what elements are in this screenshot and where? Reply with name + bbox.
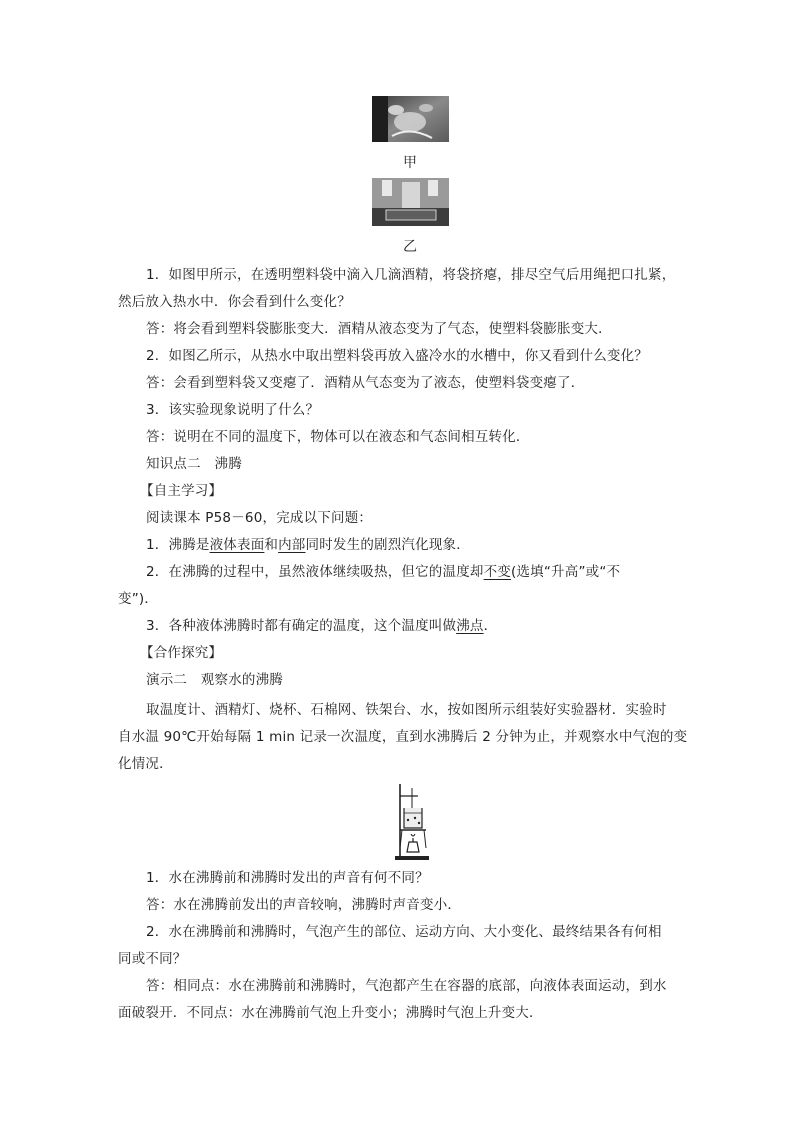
boiling-temperature-line-2: 变”)． (118, 591, 159, 607)
boiling-point-pre: 3．各种液体沸腾时都有确定的温度，这个温度叫做 (146, 618, 457, 634)
boiling-point-post: ． (483, 618, 498, 634)
boiling-temperature-pre: 2．在沸腾的过程中，虽然液体继续吸热，但它的温度却 (146, 564, 484, 580)
figure-caption-jia: 甲 (403, 155, 417, 171)
boiling-question-2-answer-line-2: 面破裂开．不同点：水在沸腾前气泡上升变小；沸腾时气泡上升变大． (118, 1005, 543, 1021)
question-2-line-1: 2．如图乙所示，从热水中取出塑料袋再放入盛冷水的水槽中，你又看到什么变化？ (146, 348, 648, 364)
boiling-question-2-line-2: 同或不同？ (118, 951, 187, 967)
photo-jia (372, 96, 449, 142)
cooperative-inquiry-heading: 【合作探究】 (140, 645, 223, 661)
boiling-point-item (146, 616, 497, 636)
demo-2-line-1: 取温度计、酒精灯、烧杯、石棉网、铁架台、水，按如图所示组装好实验器材．实验时 (146, 702, 667, 718)
question-3-answer: 答：说明在不同的温度下，物体可以在液态和气态间相互转化． (146, 429, 530, 445)
question-2-answer: 答：会看到塑料袋又变瘪了．酒精从气态变为了液态，使塑料袋变瘪了． (146, 375, 585, 391)
boiling-temperature-item (146, 562, 620, 582)
answer-liquid-surface: 液体表面 (209, 537, 265, 553)
boiling-temperature-post: (选填“升高”或“不 (511, 564, 621, 580)
boiling-definition-pre: 1．沸腾是 (146, 537, 210, 553)
photo-yi (372, 178, 449, 226)
boiling-question-1: 1．水在沸腾前和沸腾时发出的声音有何不同？ (146, 870, 429, 886)
self-study-heading: 【自主学习】 (140, 483, 223, 499)
demo-2-line-2: 自水温 90℃开始每隔 1 min 记录一次温度，直到水沸腾后 2 分钟为止，并观察水中气泡的变 (118, 729, 688, 745)
demo-2-line-3: 化情况． (118, 756, 173, 772)
boiling-definition (146, 535, 470, 555)
question-1-answer: 答：将会看到塑料袋膨胀变大．酒精从液态变为了气态，使塑料袋膨胀变大． (146, 321, 612, 337)
figure-caption-yi: 乙 (403, 239, 417, 255)
boiling-definition-mid: 和 (264, 537, 279, 553)
question-3-line-1: 3．该实验现象说明了什么？ (146, 402, 320, 418)
answer-unchanged: 不变 (483, 564, 511, 580)
boiling-question-2-line-1: 2．水在沸腾前和沸腾时，气泡产生的部位、运动方向、大小变化、最终结果各有何相 (146, 924, 662, 940)
boiling-question-1-answer: 答：水在沸腾前发出的声音较响，沸腾时声音变小． (146, 897, 462, 913)
reading-instruction: 阅读课本 P58－60，完成以下问题： (146, 510, 373, 526)
section-title-boiling: 知识点二 沸腾 (146, 456, 242, 472)
boiling-question-2-answer-line-1: 答：相同点：水在沸腾前和沸腾时，气泡都产生在容器的底部，向液体表面运动，到水 (146, 978, 667, 994)
demo-2-title: 演示二 观察水的沸腾 (146, 672, 283, 688)
question-1-line-1: 1．如图甲所示，在透明塑料袋中滴入几滴酒精，将袋挤瘪，排尽空气后用绳把口扎紧， (146, 267, 676, 283)
boiling-apparatus-diagram (394, 782, 430, 862)
answer-boiling-point: 沸点 (456, 618, 484, 634)
answer-interior: 内部 (278, 537, 306, 553)
question-1-line-2: 然后放入热水中．你会看到什么变化？ (118, 294, 351, 310)
boiling-definition-post: 同时发生的剧烈汽化现象． (305, 537, 470, 553)
